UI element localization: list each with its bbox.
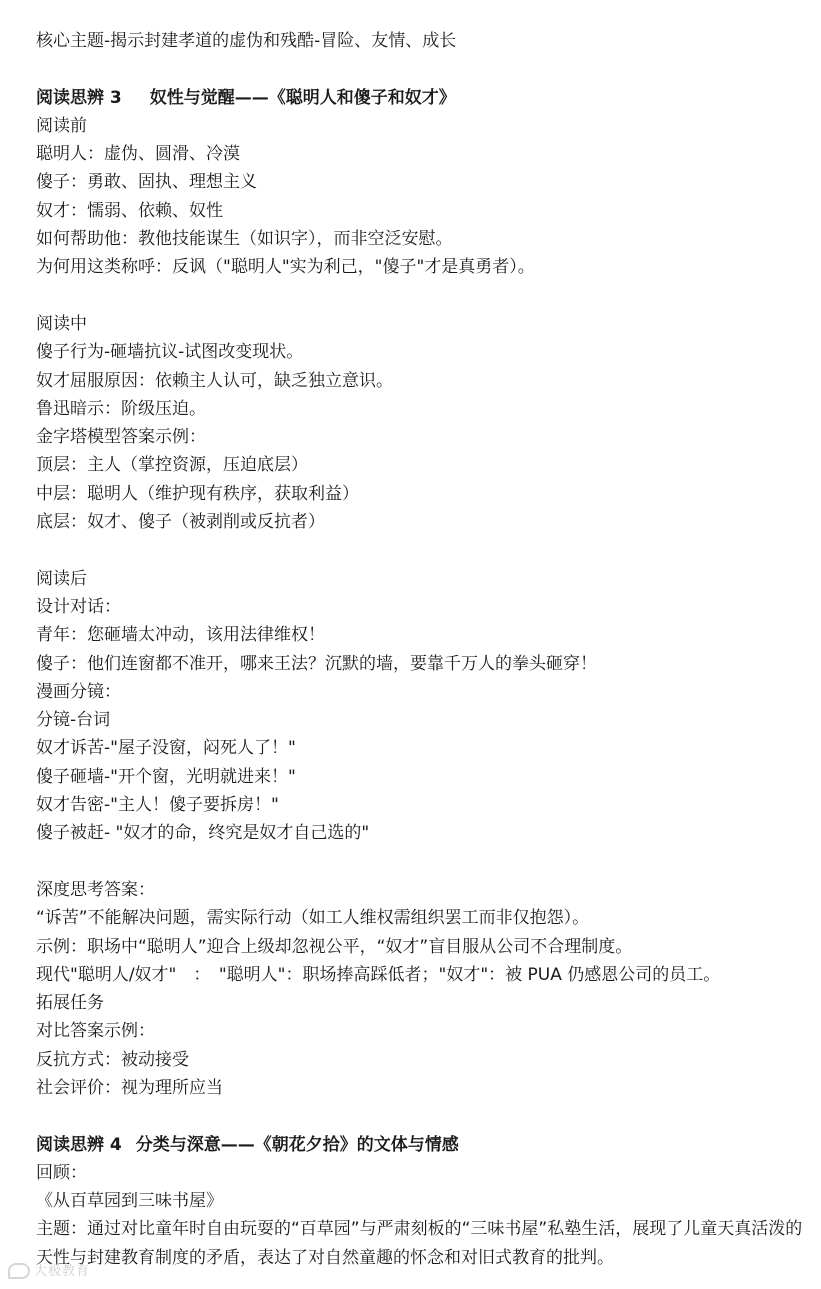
- section-title-4: [36, 1131, 806, 1159]
- text-line: 鲁迅暗示：阶级压迫。: [36, 398, 206, 419]
- blank-line: [36, 1102, 806, 1130]
- text-line: 奴才诉苦-"屋子没窗，闷死人了！": [36, 738, 296, 759]
- text-line: 深度思考答案：: [36, 879, 155, 900]
- text-line: 金字塔模型答案示例：: [36, 427, 206, 448]
- section-heading: 奴性与觉醒——《聪明人和傻子和奴才》: [149, 87, 456, 108]
- text-line: 示例：职场中“聪明人”迎合上级却忽视公平，“奴才”盲目服从公司不合理制度。: [36, 936, 633, 957]
- text-line: 设计对话：: [36, 596, 121, 617]
- text-line: 现代"聪明人/奴才" ： "聪明人"：职场捧高踩低者；"奴才"：被 PUA 仍感恩公司的员工。: [36, 964, 721, 985]
- text-line: 回顾：: [36, 1162, 87, 1183]
- section-heading: 分类与深意——《朝花夕拾》的文体与情感: [135, 1134, 459, 1155]
- blank-line: [36, 536, 806, 564]
- document-page: [36, 27, 806, 1272]
- text-line: 为何用这类称呼：反讽（"聪明人"实为利己，"傻子"才是真勇者）。: [36, 257, 535, 278]
- blank-line: [36, 282, 806, 310]
- section-number: 阅读思辨 4: [36, 1134, 122, 1155]
- text-line: 《从百草园到三味书屋》: [36, 1191, 223, 1212]
- post-reading-heading: 阅读后: [36, 568, 87, 589]
- blank-line: [36, 55, 806, 83]
- text-line: 傻子砸墙-"开个窗，光明就进来！": [36, 766, 296, 787]
- section-title-3: [36, 84, 806, 112]
- core-theme-line: 核心主题-揭示封建孝道的虚伪和残酷-冒险、友情、成长: [36, 31, 457, 51]
- text-line: 分镜-台词: [36, 710, 111, 731]
- mid-reading-heading: 阅读中: [36, 313, 87, 334]
- text-line: 社会评价：视为理所应当: [36, 1077, 223, 1098]
- text-line: 反抗方式：被动接受: [36, 1049, 189, 1070]
- text-line: 中层：聪明人（维护现有秩序，获取利益）: [36, 483, 359, 504]
- text-line: 拓展任务: [36, 993, 104, 1014]
- text-paragraph: 主题：通过对比童年时自由玩耍的“百草园”与严肃刻板的“三味书屋”私塾生活，展现了儿童天真活泼的天性与封建教育制度的矛盾，表达了对自然童趣的怀念和对旧式教育的批判。: [36, 1219, 803, 1268]
- text-line: 青年：您砸墙太冲动，该用法律维权！: [36, 625, 325, 646]
- blank-line: [36, 848, 806, 876]
- text-line: 聪明人：虚伪、圆滑、冷漠: [36, 144, 240, 165]
- text-line: 对比答案示例：: [36, 1021, 155, 1042]
- text-line: 奴才屈服原因：依赖主人认可，缺乏独立意识。: [36, 370, 393, 391]
- text-line: 奴才告密-"主人！傻子要拆房！": [36, 795, 279, 816]
- text-line: “诉苦”不能解决问题，需实际行动（如工人维权需组织罢工而非仅抱怨）。: [36, 908, 590, 929]
- text-line: 底层：奴才、傻子（被剥削或反抗者）: [36, 512, 325, 533]
- pre-reading-heading: 阅读前: [36, 115, 87, 136]
- text-line: 傻子：勇敢、固执、理想主义: [36, 172, 257, 193]
- text-line: 顶层：主人（掌控资源，压迫底层）: [36, 455, 308, 476]
- text-line: 奴才：懦弱、依赖、奴性: [36, 200, 223, 221]
- text-line: 傻子行为-砸墙抗议-试图改变现状。: [36, 342, 304, 363]
- text-line: 傻子：他们连窗都不准开，哪来王法？沉默的墙，要靠千万人的拳头砸穿！: [36, 653, 597, 674]
- text-line: 漫画分镜：: [36, 681, 121, 702]
- text-line: 傻子被赶- "奴才的命，终究是奴才自己选的": [36, 823, 370, 844]
- watermark-text: 大极教育: [34, 1263, 91, 1279]
- watermark: [8, 1260, 90, 1280]
- text-line: 如何帮助他：教他技能谋生（如识字），而非空泛安慰。: [36, 229, 453, 250]
- watermark-logo-icon: [8, 1263, 30, 1279]
- section-number: 阅读思辨 3: [36, 87, 122, 108]
